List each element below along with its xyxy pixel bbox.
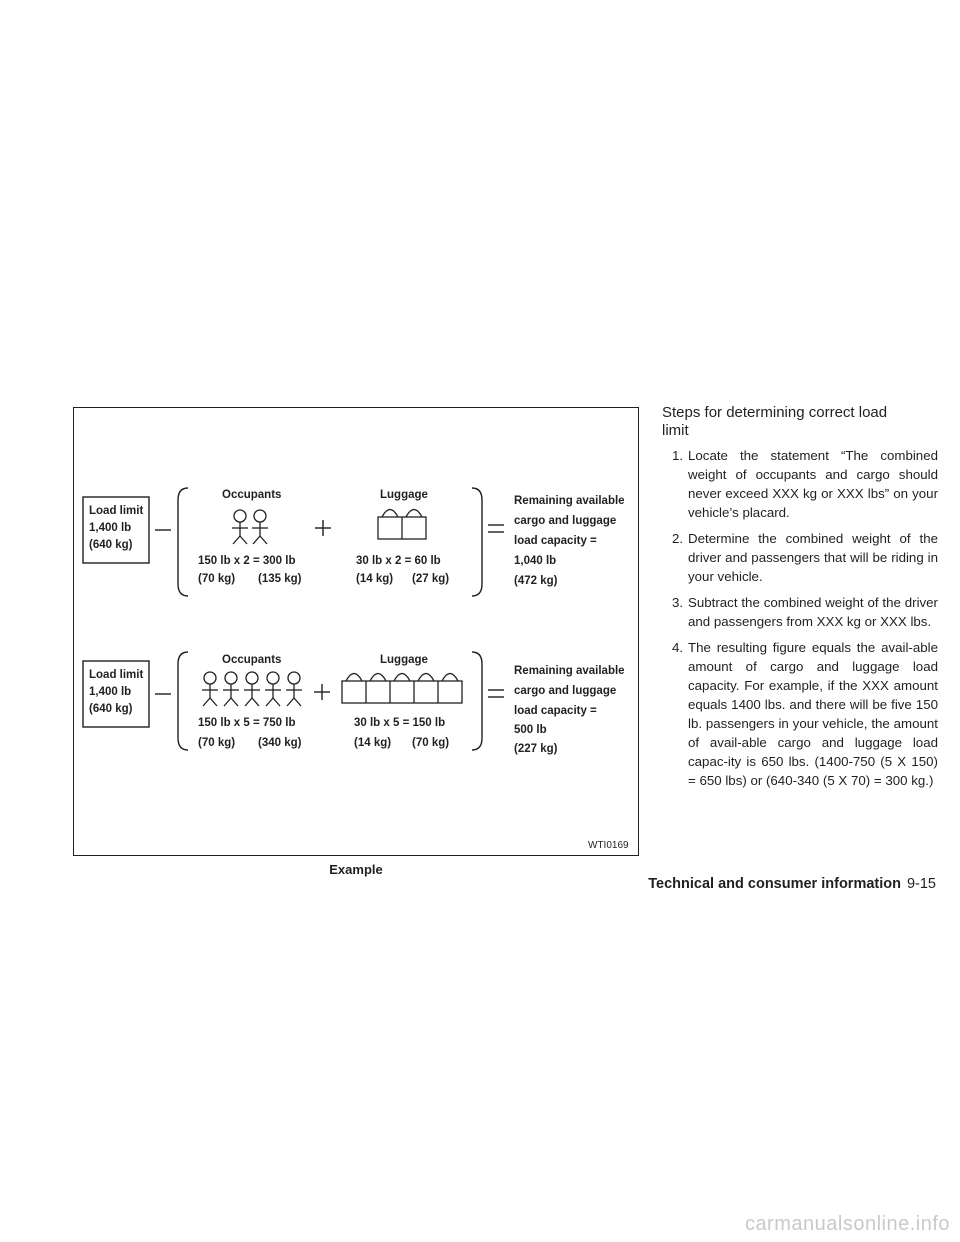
page-footer — [648, 876, 936, 892]
result-line-2: cargo and luggage — [514, 515, 617, 527]
occupants-formula: 150 lb x 2 = 300 lb — [198, 555, 296, 567]
step-text: Locate the statement “The combined weight of occupants and cargo should never exceed XXX kg or XXX lbs” on your vehicle’s placard. — [688, 448, 938, 520]
row-1 — [83, 488, 625, 596]
occupants-metric-a: (70 kg) — [198, 573, 236, 585]
luggage-title: Luggage — [380, 654, 428, 666]
luggage-title: Luggage — [380, 489, 428, 501]
luggage-group — [378, 510, 426, 540]
heading-line-2: limit — [662, 422, 689, 439]
luggage-formula: 30 lb x 2 = 60 lb — [356, 555, 441, 567]
occupants-metric-a: (70 kg) — [198, 737, 236, 749]
result-line-3: load capacity = — [514, 535, 597, 547]
result-line-5: (227 kg) — [514, 743, 558, 755]
page-number: 9-15 — [906, 876, 936, 892]
occupants-metric-b: (340 kg) — [258, 737, 302, 749]
load-limit-line-2: 1,400 lb — [89, 686, 132, 698]
step-item — [662, 529, 938, 586]
result-line-2: cargo and luggage — [514, 685, 617, 697]
step-item — [662, 638, 938, 790]
luggage-formula: 30 lb x 5 = 150 lb — [354, 717, 446, 729]
person-icon — [232, 510, 248, 544]
load-limit-diagram — [74, 408, 640, 857]
right-bracket — [472, 488, 482, 596]
luggage-icon — [342, 674, 462, 704]
step-number: 4. — [672, 640, 684, 655]
result-line-3: load capacity = — [514, 705, 597, 717]
watermark: carmanualsonline.info — [744, 1213, 950, 1235]
load-limit-figure — [73, 407, 639, 856]
equals-sign — [488, 525, 504, 532]
step-item — [662, 593, 938, 631]
step-number: 3. — [672, 595, 684, 610]
section-heading — [662, 404, 938, 440]
luggage-metric-b: (27 kg) — [412, 573, 450, 585]
instructions-column — [662, 404, 938, 797]
occupants-formula: 150 lb x 5 = 750 lb — [198, 717, 296, 729]
result-line-5: (472 kg) — [514, 575, 558, 587]
occupants-metric-b: (135 kg) — [258, 573, 302, 585]
steps-list — [662, 446, 938, 790]
person-icon — [202, 672, 218, 706]
people-group — [232, 510, 268, 544]
figure-caption: Example — [329, 862, 383, 877]
load-limit-line-1: Load limit — [89, 669, 144, 681]
result-line-1: Remaining available — [514, 665, 625, 677]
equals-sign — [488, 690, 504, 697]
person-icon — [286, 672, 302, 706]
step-item — [662, 446, 938, 522]
right-bracket — [472, 652, 482, 750]
load-limit-line-2: 1,400 lb — [89, 522, 132, 534]
luggage-icon — [378, 510, 426, 540]
load-limit-line-3: (640 kg) — [89, 703, 133, 715]
footer-section-title: Technical and consumer information — [648, 876, 901, 892]
left-bracket — [178, 488, 188, 596]
person-icon — [265, 672, 281, 706]
plus-sign — [315, 520, 331, 536]
step-text: Determine the combined weight of the driver and passengers that will be riding in your vehicle. — [688, 531, 938, 584]
plus-sign — [314, 684, 330, 700]
load-limit-line-1: Load limit — [89, 505, 144, 517]
left-bracket — [178, 652, 188, 750]
result-line-4: 1,040 lb — [514, 555, 557, 567]
person-icon — [252, 510, 268, 544]
luggage-metric-b: (70 kg) — [412, 737, 450, 749]
person-icon — [244, 672, 260, 706]
occupants-title: Occupants — [222, 489, 282, 501]
row-2 — [83, 652, 625, 755]
step-number: 1. — [672, 448, 684, 463]
step-number: 2. — [672, 531, 684, 546]
result-line-1: Remaining available — [514, 495, 625, 507]
luggage-metric-a: (14 kg) — [356, 573, 394, 585]
step-text: The resulting figure equals the avail-able amount of cargo and luggage load capacity. For example, if the XXX amount equals 1400 lbs. and there will be five 150 lb. passengers in your vehicle, the amount of avail-able cargo and luggage load capac-ity is 650 lbs. (1400-750 (5 X 150) = 650 lbs) or (640-340 (5 X 70) = 300 kg.) — [688, 640, 938, 788]
step-text: Subtract the combined weight of the driver and passengers from XXX kg or XXX lbs. — [688, 595, 938, 629]
result-line-4: 500 lb — [514, 724, 547, 736]
luggage-group — [342, 674, 462, 704]
occupants-title: Occupants — [222, 654, 282, 666]
people-group — [202, 672, 302, 706]
person-icon — [223, 672, 239, 706]
load-limit-line-3: (640 kg) — [89, 539, 133, 551]
luggage-metric-a: (14 kg) — [354, 737, 392, 749]
heading-line-1: Steps for determining correct load — [662, 404, 888, 421]
figure-id-label: WTI0169 — [588, 840, 629, 851]
